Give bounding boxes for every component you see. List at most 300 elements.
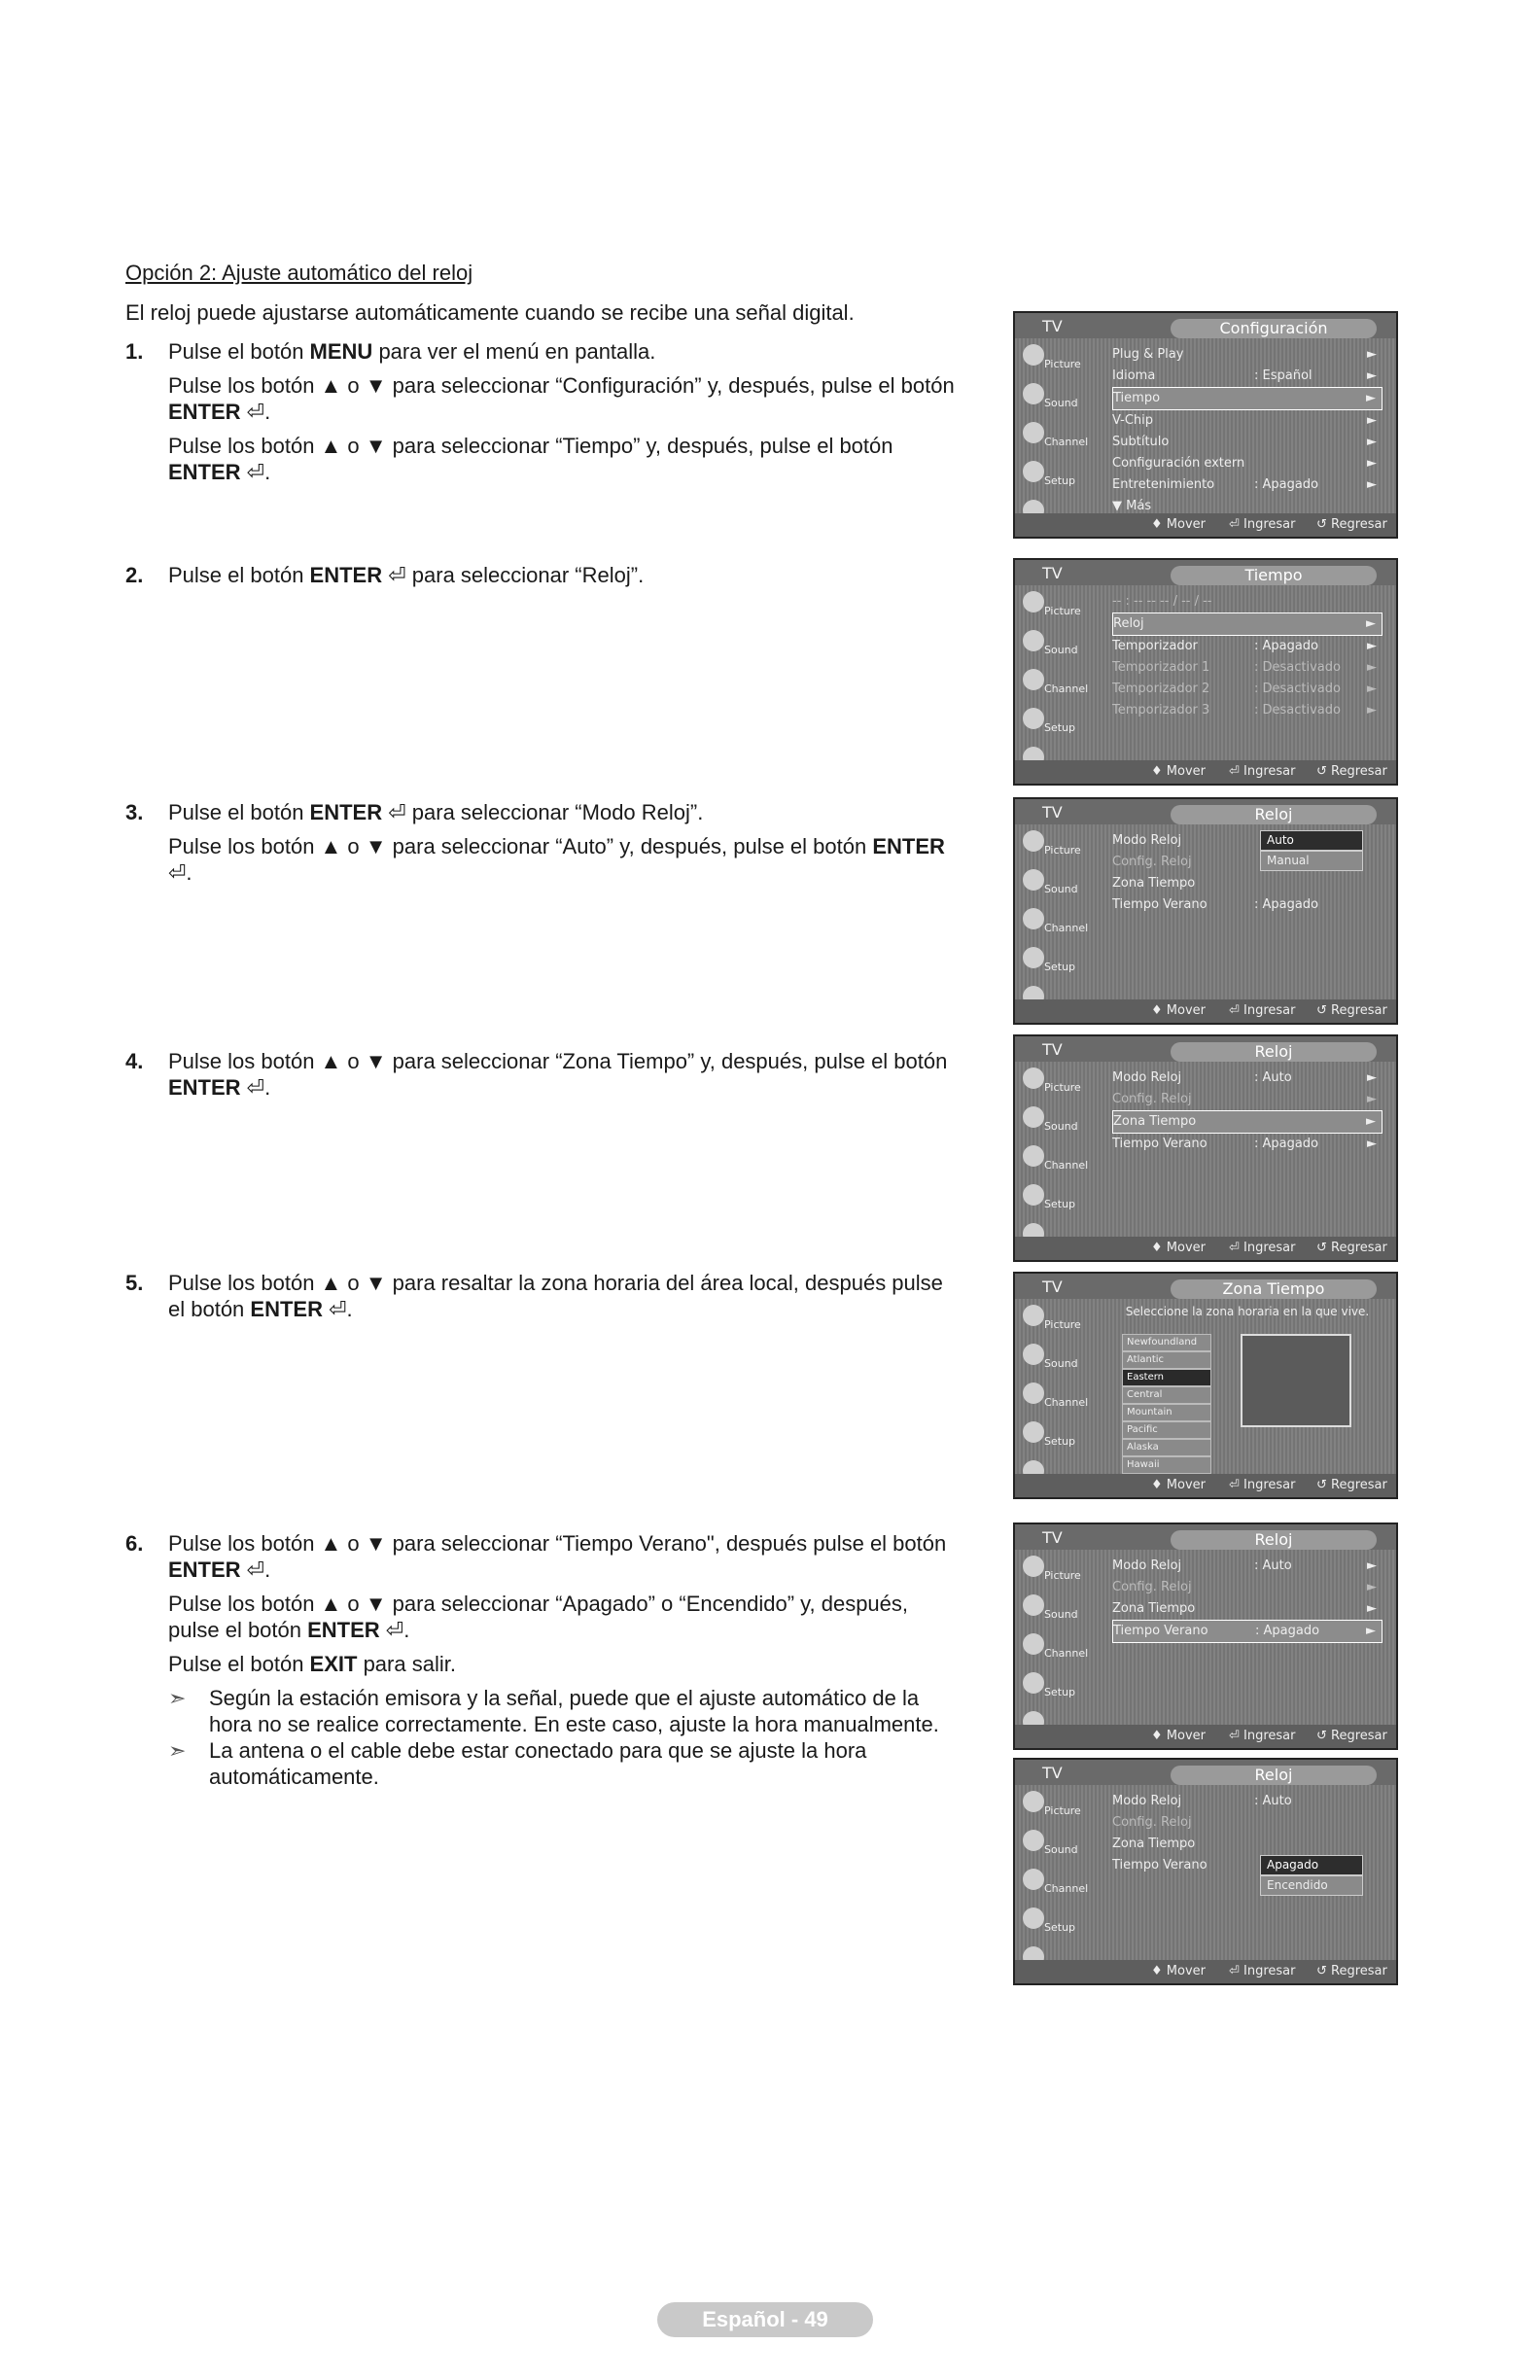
osd-footer — [1015, 513, 1396, 537]
osd-sidebar-item — [1015, 1628, 1104, 1666]
step-body — [168, 1270, 962, 1322]
osd-sidebar-label: Channel — [1044, 436, 1089, 448]
osd-sidebar-label: Sound — [1044, 397, 1078, 409]
osd-sidebar-item — [1015, 1666, 1104, 1705]
osd-zone-item: Central — [1122, 1386, 1211, 1404]
osd-row-label: ▼ Más — [1112, 499, 1152, 513]
osd-row-label: Idioma — [1112, 368, 1156, 383]
osd-menu-list — [1112, 1068, 1382, 1155]
arrow-right-icon: ► — [1367, 1137, 1377, 1151]
osd-row-label: Tiempo Verano — [1112, 1858, 1208, 1872]
osd-footer — [1015, 1960, 1396, 1983]
osd-row-label: Tiempo — [1113, 391, 1161, 405]
picture-icon — [1023, 1305, 1044, 1326]
step-4 — [125, 1048, 962, 1101]
osd-menu-row — [1112, 1134, 1382, 1155]
picture-icon — [1023, 1556, 1044, 1577]
osd-sidebar-label: Channel — [1044, 1159, 1089, 1172]
osd-menu-row — [1112, 636, 1382, 657]
sound-icon — [1023, 869, 1044, 891]
osd-zone-list — [1122, 1334, 1211, 1474]
osd-sidebar-item — [1015, 1139, 1104, 1178]
sound-icon — [1023, 1830, 1044, 1851]
arrow-right-icon: ► — [1366, 1114, 1376, 1129]
button-name: ENTER — [307, 1618, 380, 1642]
osd-tv-label: TV — [1042, 1040, 1063, 1059]
osd-popup-options — [1260, 1855, 1363, 1896]
osd-sidebar-label: Picture — [1044, 1318, 1081, 1331]
osd-menu-row — [1112, 410, 1382, 432]
note-arrow-icon: ➣ — [168, 1738, 187, 1763]
button-name: ENTER — [168, 1075, 241, 1100]
arrow-right-icon: ► — [1367, 368, 1377, 383]
osd-tv-label: TV — [1042, 1278, 1063, 1296]
osd-sidebar-label: Setup — [1044, 1198, 1076, 1210]
osd-menu-row — [1112, 612, 1382, 636]
arrow-right-icon: ► — [1367, 477, 1377, 492]
channel-icon — [1023, 1382, 1044, 1404]
osd-zone-item: Newfoundland — [1122, 1334, 1211, 1351]
sound-icon — [1023, 1106, 1044, 1128]
osd-row-label: Zona Tiempo — [1112, 1601, 1196, 1616]
osd-sidebar-label: Setup — [1044, 1435, 1076, 1448]
arrow-right-icon: ► — [1367, 703, 1377, 718]
osd-header — [1015, 1524, 1396, 1550]
sound-icon — [1023, 1594, 1044, 1616]
button-name: MENU — [309, 339, 373, 364]
picture-icon — [1023, 591, 1044, 612]
osd-popup-option: Encendido — [1260, 1875, 1363, 1896]
step-line: Pulse los botón ▲ o ▼ para resaltar la zona horaria del área local, después pulse el botón ENTER ⏎. — [168, 1271, 943, 1321]
osd-sidebar-label: Picture — [1044, 605, 1081, 617]
button-name: ENTER — [309, 800, 383, 824]
osd-sidebar-label: Channel — [1044, 1396, 1089, 1409]
osd-row-value: : Apagado — [1254, 639, 1319, 653]
step-line: Pulse los botón ▲ o ▼ para seleccionar “Zona Tiempo” y, después, pulse el botón ENTER ⏎. — [168, 1049, 948, 1100]
osd-row-label: Zona Tiempo — [1112, 876, 1196, 891]
osd-footer-hint: ⏎ Ingresar — [1229, 1729, 1296, 1743]
osd-footer — [1015, 1474, 1396, 1497]
osd-sidebar-label: Setup — [1044, 1921, 1076, 1934]
step-line: Pulse los botón ▲ o ▼ para seleccionar “Tiempo Verano", después pulse el botón ENTER ⏎. — [168, 1531, 947, 1582]
osd-row-label: Config. Reloj — [1112, 1092, 1192, 1106]
osd-header — [1015, 560, 1396, 585]
osd-row-label: V-Chip — [1112, 413, 1154, 428]
osd-row-label: Modo Reloj — [1112, 833, 1182, 848]
osd-footer-hint: ⏎ Ingresar — [1229, 517, 1296, 532]
note-arrow-icon: ➣ — [168, 1686, 187, 1710]
step-line: Pulse el botón EXIT para salir. — [168, 1652, 456, 1676]
osd-header — [1015, 1760, 1396, 1785]
step-body — [168, 1530, 962, 1677]
osd-screen-configuracion — [1013, 311, 1398, 539]
button-name: ENTER — [168, 460, 241, 484]
osd-sidebar-label: Channel — [1044, 922, 1089, 934]
osd-row-label: Zona Tiempo — [1112, 1837, 1196, 1851]
osd-footer — [1015, 1725, 1396, 1748]
osd-message: Seleccione la zona horaria en la que vive. — [1125, 1305, 1370, 1318]
button-name: ENTER — [872, 834, 945, 858]
osd-tv-label: TV — [1042, 564, 1063, 582]
osd-footer-hint: ♦ Mover — [1151, 1478, 1206, 1492]
osd-popup-options — [1260, 830, 1363, 871]
osd-sidebar — [1015, 824, 1104, 998]
sound-icon — [1023, 383, 1044, 404]
osd-tv-label: TV — [1042, 803, 1063, 822]
osd-menu-row — [1112, 700, 1382, 721]
osd-sidebar-item — [1015, 1785, 1104, 1824]
osd-sidebar-item — [1015, 663, 1104, 702]
osd-footer — [1015, 1237, 1396, 1260]
note-item — [168, 1685, 962, 1737]
osd-sidebar-label: Picture — [1044, 358, 1081, 370]
step-number: 1. — [125, 339, 144, 364]
osd-row-value: : Apagado — [1254, 897, 1319, 912]
arrow-right-icon: ► — [1367, 1558, 1377, 1573]
osd-zone-item: Atlantic — [1122, 1351, 1211, 1369]
osd-menu-row — [1112, 1110, 1382, 1134]
osd-row-label: Subtítulo — [1112, 435, 1170, 449]
osd-zone-item: Alaska — [1122, 1439, 1211, 1456]
osd-sidebar — [1015, 1299, 1104, 1472]
osd-sidebar-item — [1015, 702, 1104, 741]
osd-sidebar-item — [1015, 1178, 1104, 1217]
osd-sidebar-label: Picture — [1044, 1081, 1081, 1094]
sound-icon — [1023, 1344, 1044, 1365]
osd-row-label: Plug & Play — [1112, 347, 1184, 362]
osd-sidebar-label: Sound — [1044, 883, 1078, 895]
osd-sidebar-item — [1015, 1338, 1104, 1377]
osd-footer — [1015, 760, 1396, 784]
step-number: 6. — [125, 1531, 144, 1556]
osd-header — [1015, 799, 1396, 824]
time-zone-map-image — [1241, 1334, 1351, 1427]
osd-row-value: : Apagado — [1254, 1137, 1319, 1151]
step-5 — [125, 1270, 962, 1322]
osd-footer-hint: ↺ Regresar — [1316, 764, 1387, 779]
osd-menu-row — [1112, 344, 1382, 366]
step-line: Pulse los botón ▲ o ▼ para seleccionar “Auto” y, después, pulse el botón ENTER ⏎. — [168, 834, 945, 885]
picture-icon — [1023, 1068, 1044, 1089]
picture-icon — [1023, 344, 1044, 366]
osd-row-label: Configuración extern — [1112, 456, 1245, 471]
osd-sidebar-item — [1015, 1824, 1104, 1863]
step-6 — [125, 1530, 962, 1790]
osd-sidebar-item — [1015, 863, 1104, 902]
osd-footer-hint: ↺ Regresar — [1316, 1003, 1387, 1018]
osd-sidebar-item — [1015, 1902, 1104, 1941]
osd-screen-reloj-modo — [1013, 797, 1398, 1025]
osd-footer-hint: ↺ Regresar — [1316, 517, 1387, 532]
osd-row-label: Tiempo Verano — [1112, 1137, 1208, 1151]
osd-menu-row — [1112, 1791, 1382, 1812]
osd-menu-row — [1112, 591, 1382, 612]
osd-row-value: : Español — [1254, 368, 1312, 383]
osd-footer-hint: ⏎ Ingresar — [1229, 1478, 1296, 1492]
osd-menu-title: Reloj — [1171, 1042, 1377, 1062]
osd-row-value: : Auto — [1254, 1070, 1292, 1085]
osd-sidebar — [1015, 1550, 1104, 1723]
note-item — [168, 1737, 962, 1790]
osd-sidebar-item — [1015, 1863, 1104, 1902]
osd-sidebar-label: Sound — [1044, 1357, 1078, 1370]
osd-sidebar-item — [1015, 941, 1104, 980]
osd-screen-reloj-verano — [1013, 1522, 1398, 1750]
osd-header — [1015, 313, 1396, 338]
osd-zone-item: Pacific — [1122, 1421, 1211, 1439]
osd-row-value: : Apagado — [1255, 1624, 1320, 1638]
osd-sidebar-label: Setup — [1044, 1686, 1076, 1698]
osd-row-label: Temporizador 2 — [1112, 682, 1210, 696]
osd-menu-row — [1112, 1068, 1382, 1089]
osd-footer-hint: ♦ Mover — [1151, 1003, 1206, 1018]
osd-menu-row — [1112, 1089, 1382, 1110]
osd-sidebar-item — [1015, 624, 1104, 663]
osd-sidebar-item — [1015, 1377, 1104, 1416]
osd-sidebar-label: Setup — [1044, 961, 1076, 973]
osd-sidebar-label: Channel — [1044, 1882, 1089, 1895]
osd-footer-hint: ⏎ Ingresar — [1229, 1241, 1296, 1255]
setup-icon — [1023, 1908, 1044, 1929]
arrow-right-icon: ► — [1367, 1092, 1377, 1106]
step-number: 5. — [125, 1271, 144, 1295]
osd-sidebar-label: Sound — [1044, 1843, 1078, 1856]
osd-row-label: Temporizador — [1112, 639, 1198, 653]
step-line: Pulse el botón MENU para ver el menú en pantalla. — [168, 339, 656, 364]
osd-popup-option: Manual — [1260, 851, 1363, 871]
osd-row-label: Tiempo Verano — [1113, 1624, 1208, 1638]
osd-footer-hint: ♦ Mover — [1151, 1729, 1206, 1743]
osd-menu-row — [1112, 1556, 1382, 1577]
osd-sidebar-label: Sound — [1044, 644, 1078, 656]
osd-header — [1015, 1274, 1396, 1299]
osd-screen-tiempo — [1013, 558, 1398, 786]
osd-zone-item: Mountain — [1122, 1404, 1211, 1421]
osd-sidebar-item — [1015, 1299, 1104, 1338]
osd-tv-label: TV — [1042, 1764, 1063, 1782]
osd-footer — [1015, 999, 1396, 1023]
osd-popup-option: Apagado — [1260, 1855, 1363, 1875]
osd-sidebar-label: Sound — [1044, 1120, 1078, 1133]
setup-icon — [1023, 461, 1044, 482]
note-text: La antena o el cable debe estar conectado para que se ajuste la hora automáticamente. — [209, 1738, 867, 1789]
osd-tv-label: TV — [1042, 317, 1063, 335]
step-3 — [125, 799, 962, 886]
osd-sidebar-item — [1015, 455, 1104, 494]
intro-paragraph: El reloj puede ajustarse automáticamente cuando se recibe una señal digital. — [125, 300, 855, 325]
osd-menu-row — [1112, 387, 1382, 410]
osd-screen-reloj-zona — [1013, 1034, 1398, 1262]
step-line: Pulse los botón ▲ o ▼ para seleccionar “Tiempo” y, después, pulse el botón ENTER ⏎. — [168, 434, 893, 484]
osd-row-label: Entretenimiento — [1112, 477, 1215, 492]
picture-icon — [1023, 1791, 1044, 1812]
osd-sidebar-label: Picture — [1044, 844, 1081, 857]
channel-icon — [1023, 422, 1044, 443]
picture-icon — [1023, 830, 1044, 852]
osd-footer-hint: ↺ Regresar — [1316, 1241, 1387, 1255]
osd-row-label: Modo Reloj — [1112, 1070, 1182, 1085]
osd-footer-hint: ↺ Regresar — [1316, 1964, 1387, 1978]
osd-menu-title: Configuración — [1171, 319, 1377, 338]
arrow-right-icon: ► — [1366, 616, 1376, 631]
osd-sidebar-item — [1015, 1101, 1104, 1139]
step-number: 4. — [125, 1049, 144, 1073]
osd-screen-zona-tiempo — [1013, 1272, 1398, 1499]
osd-menu-list — [1112, 344, 1382, 517]
osd-row-label: Modo Reloj — [1112, 1794, 1182, 1808]
osd-row-value: : Auto — [1254, 1558, 1292, 1573]
osd-row-label: Tiempo Verano — [1112, 897, 1208, 912]
button-name: ENTER — [250, 1297, 323, 1321]
osd-row-label: Temporizador 3 — [1112, 703, 1210, 718]
osd-zone-item: Eastern — [1122, 1369, 1211, 1386]
osd-row-label: -- : -- -- -- / -- / -- — [1112, 594, 1212, 609]
step-body — [168, 1048, 962, 1101]
osd-popup-option: Auto — [1260, 830, 1363, 851]
osd-sidebar-item — [1015, 824, 1104, 863]
osd-menu-row — [1112, 432, 1382, 453]
osd-sidebar-label: Sound — [1044, 1608, 1078, 1621]
osd-sidebar-item — [1015, 1589, 1104, 1628]
channel-icon — [1023, 669, 1044, 690]
osd-footer-hint: ↺ Regresar — [1316, 1729, 1387, 1743]
channel-icon — [1023, 1145, 1044, 1167]
step-line: Pulse los botón ▲ o ▼ para seleccionar “Configuración” y, después, pulse el botón ENTER ⏎. — [168, 373, 955, 424]
osd-row-label: Temporizador 1 — [1112, 660, 1210, 675]
osd-menu-row — [1112, 657, 1382, 679]
osd-sidebar-label: Picture — [1044, 1569, 1081, 1582]
osd-sidebar-label: Channel — [1044, 682, 1089, 695]
osd-menu-row — [1112, 873, 1382, 894]
osd-sidebar — [1015, 585, 1104, 758]
osd-sidebar-label: Setup — [1044, 721, 1076, 734]
step-line: Pulse el botón ENTER ⏎ para seleccionar “Reloj”. — [168, 563, 645, 587]
step-body — [168, 562, 962, 588]
osd-tv-label: TV — [1042, 1528, 1063, 1547]
arrow-right-icon: ► — [1366, 391, 1376, 405]
step-1 — [125, 338, 962, 485]
setup-icon — [1023, 1421, 1044, 1443]
arrow-right-icon: ► — [1367, 347, 1377, 362]
osd-sidebar-item — [1015, 1416, 1104, 1454]
arrow-right-icon: ► — [1367, 639, 1377, 653]
osd-sidebar-item — [1015, 338, 1104, 377]
osd-menu-row — [1112, 1577, 1382, 1598]
step-number: 3. — [125, 800, 144, 824]
channel-icon — [1023, 1633, 1044, 1655]
button-name: ENTER — [309, 563, 383, 587]
osd-menu-row — [1112, 1812, 1382, 1834]
arrow-right-icon: ► — [1367, 435, 1377, 449]
arrow-right-icon: ► — [1367, 1580, 1377, 1594]
step-body — [168, 799, 962, 886]
osd-sidebar-item — [1015, 416, 1104, 455]
osd-sidebar-label: Channel — [1044, 1647, 1089, 1660]
osd-menu-title: Tiempo — [1171, 566, 1377, 585]
osd-menu-row — [1112, 894, 1382, 916]
arrow-right-icon: ► — [1367, 660, 1377, 675]
osd-footer-hint: ♦ Mover — [1151, 764, 1206, 779]
osd-menu-title: Reloj — [1171, 1530, 1377, 1550]
osd-sidebar — [1015, 1785, 1104, 1958]
page-number-badge: Español - 49 — [657, 2302, 873, 2337]
osd-footer-hint: ♦ Mover — [1151, 1241, 1206, 1255]
setup-icon — [1023, 1672, 1044, 1694]
osd-menu-title: Zona Tiempo — [1171, 1279, 1377, 1299]
osd-sidebar — [1015, 338, 1104, 511]
note-text: Según la estación emisora y la señal, puede que el ajuste automático de la hora no se realice correctamente. En este caso, ajuste la hora manualmente. — [209, 1686, 939, 1736]
arrow-right-icon: ► — [1367, 413, 1377, 428]
osd-row-value: : Apagado — [1254, 477, 1319, 492]
step-2 — [125, 562, 962, 588]
osd-header — [1015, 1036, 1396, 1062]
osd-sidebar-item — [1015, 585, 1104, 624]
osd-row-label: Config. Reloj — [1112, 855, 1192, 869]
arrow-right-icon: ► — [1367, 1070, 1377, 1085]
osd-row-label: Zona Tiempo — [1113, 1114, 1197, 1129]
setup-icon — [1023, 708, 1044, 729]
channel-icon — [1023, 1869, 1044, 1890]
osd-sidebar — [1015, 1062, 1104, 1235]
arrow-right-icon: ► — [1367, 456, 1377, 471]
section-title: Opción 2: Ajuste automático del reloj — [125, 261, 473, 285]
osd-sidebar-item — [1015, 902, 1104, 941]
osd-menu-list — [1112, 591, 1382, 721]
setup-icon — [1023, 1184, 1044, 1206]
osd-menu-row — [1112, 474, 1382, 496]
osd-row-label: Reloj — [1113, 616, 1144, 631]
osd-row-value: : Desactivado — [1254, 660, 1341, 675]
osd-menu-row — [1112, 1598, 1382, 1620]
osd-row-label: Modo Reloj — [1112, 1558, 1182, 1573]
osd-footer-hint: ♦ Mover — [1151, 1964, 1206, 1978]
osd-menu-row — [1112, 366, 1382, 387]
osd-menu-title: Reloj — [1171, 805, 1377, 824]
sound-icon — [1023, 630, 1044, 651]
osd-footer-hint: ♦ Mover — [1151, 517, 1206, 532]
osd-menu-title: Reloj — [1171, 1766, 1377, 1785]
osd-footer-hint: ⏎ Ingresar — [1229, 1003, 1296, 1018]
arrow-right-icon: ► — [1367, 1601, 1377, 1616]
button-name: ENTER — [168, 400, 241, 424]
osd-row-value: : Desactivado — [1254, 703, 1341, 718]
setup-icon — [1023, 947, 1044, 968]
channel-icon — [1023, 908, 1044, 929]
osd-menu-list — [1112, 1556, 1382, 1643]
osd-row-value: : Auto — [1254, 1794, 1292, 1808]
osd-menu-row — [1112, 679, 1382, 700]
osd-row-label: Config. Reloj — [1112, 1815, 1192, 1830]
osd-sidebar-item — [1015, 377, 1104, 416]
osd-sidebar-item — [1015, 1550, 1104, 1589]
step-line: Pulse el botón ENTER ⏎ para seleccionar “Modo Reloj”. — [168, 800, 704, 824]
osd-footer-hint: ↺ Regresar — [1316, 1478, 1387, 1492]
osd-row-label: Config. Reloj — [1112, 1580, 1192, 1594]
osd-sidebar-label: Picture — [1044, 1804, 1081, 1817]
osd-zone-item: Hawaii — [1122, 1456, 1211, 1474]
step-body — [168, 338, 962, 485]
osd-menu-row — [1112, 453, 1382, 474]
osd-footer-hint: ⏎ Ingresar — [1229, 764, 1296, 779]
osd-menu-row — [1112, 1834, 1382, 1855]
button-name: EXIT — [309, 1652, 358, 1676]
step-line: Pulse los botón ▲ o ▼ para seleccionar “Apagado” o “Encendido” y, después, pulse el botón ENTER ⏎. — [168, 1592, 909, 1642]
osd-menu-row — [1112, 1620, 1382, 1643]
osd-row-value: : Desactivado — [1254, 682, 1341, 696]
button-name: ENTER — [168, 1558, 241, 1582]
osd-sidebar-label: Setup — [1044, 474, 1076, 487]
osd-screen-verano-popup — [1013, 1758, 1398, 1985]
